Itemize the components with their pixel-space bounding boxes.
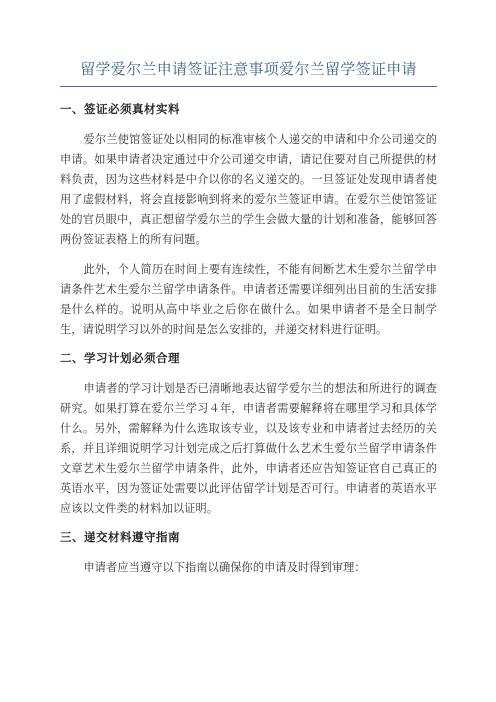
section-heading-1: 一、签证必须真材实料 bbox=[60, 102, 180, 116]
paragraph-1-2: 此外，个人简历在时间上要有连续性，不能有间断艺术生爱尔兰留学申请条件艺术生爱尔兰留学申请条件。申请者还需要详细列出目前的生活安排是什么样的。说明从高中毕业之后你在做什么。如果申请者不是全日制学生，请说明学习以外的时间是怎么安排的，并递交材料进行证明。 bbox=[60, 263, 437, 336]
document-title: 留学爱尔兰申请签证注意事项爱尔兰留学签证申请 bbox=[80, 60, 417, 78]
paragraph-2-1: 申请者的学习计划是否已清晰地表达留学爱尔兰的想法和所进行的调查研究。如果打算在爱尔兰学习４年，申请者需要解释将在哪里学习和具体学什么。另外，需解释为什么选取该专业，以及该专业和申请者过去经历的关系，并且详细说明学习计划完成之后打算做什么艺术生爱尔兰留学申请条件文章艺术生爱尔兰留学申请条件，此外，申请者还应告知签证官自己真正的英语水平，因为签证处需要以此评估留学计划是否可行。申请者的英语水平应该以文件类的材料加以证明。 bbox=[60, 382, 437, 515]
section-heading-2: 二、学习计划必须合理 bbox=[60, 351, 180, 365]
title-block bbox=[60, 58, 437, 87]
paragraph-3-1: 申请者应当遵守以下指南以确保你的申请及时得到审理： bbox=[83, 561, 366, 574]
paragraph-1-1: 爱尔兰使馆签证处以相同的标准审核个人递交的申请和中介公司递交的申请。如果申请者决定通过中介公司递交申请，请记住要对自己所提供的材料负责，因为这些材料是中介以你的名义递交的。一旦签证处发现申请者使用了虚假材料，将会直接影响到将来的爱尔兰签证申请。在爱尔兰使馆签证处的官员眼中，真正想留学爱尔兰的学生会做大量的计划和准备，能够回答两份签证表格上的所有问题。 bbox=[60, 133, 437, 246]
section-heading-3: 三、递交材料遵守指南 bbox=[60, 530, 180, 544]
